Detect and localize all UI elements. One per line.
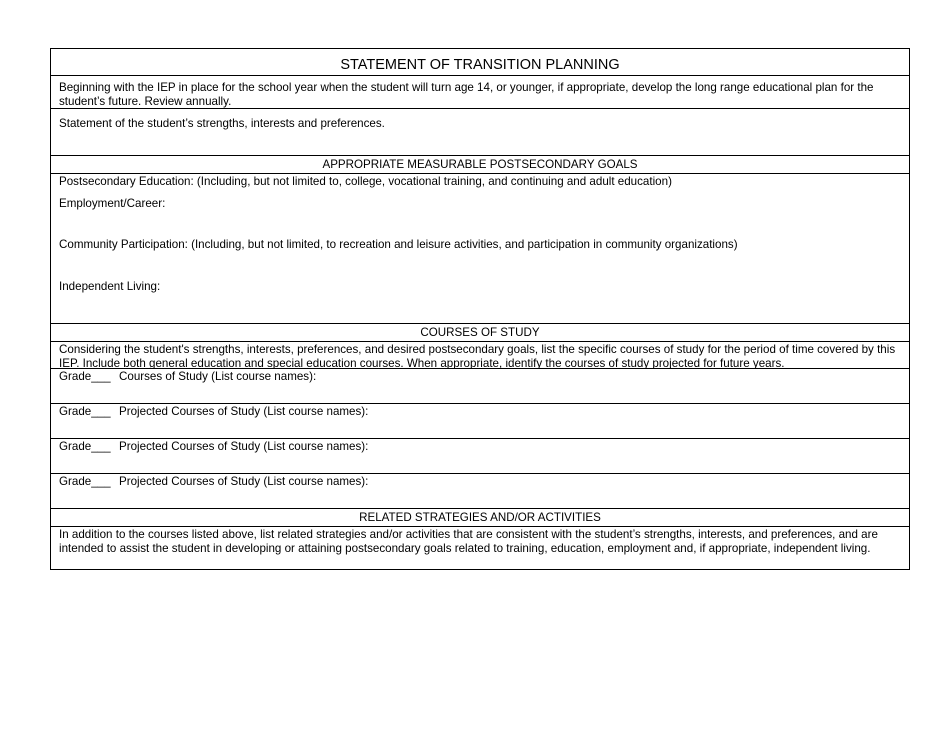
community-participation-label: Community Participation: (Including, but not limited, to recreation and leisure activities, and participation in community organizations) bbox=[59, 238, 738, 251]
courses-row-current[interactable] bbox=[51, 368, 909, 403]
strengths-field[interactable] bbox=[51, 108, 909, 155]
strengths-label: Statement of the student’s strengths, interests and preferences. bbox=[59, 117, 385, 130]
courses-row-projected-3[interactable] bbox=[51, 473, 909, 508]
courses-heading: COURSES OF STUDY bbox=[51, 323, 909, 341]
independent-living-field[interactable] bbox=[59, 280, 901, 320]
related-heading: RELATED STRATEGIES AND/OR ACTIVITIES bbox=[51, 508, 909, 526]
employment-career-field[interactable] bbox=[59, 197, 901, 238]
related-strategies-label: In addition to the courses listed above, list related strategies and/or activities that are consistent with the student’s strengths, interests, and preferences, and are intended to assist the student in developing or attaining postsecondary goals related to training, education, employment and, if appropriate, independent living. bbox=[59, 528, 878, 555]
goals-section bbox=[51, 173, 909, 323]
postsecondary-education-label: Postsecondary Education: (Including, but not limited to, college, vocational training, and continuing and adult education) bbox=[59, 175, 672, 188]
employment-career-label: Employment/Career: bbox=[59, 197, 166, 210]
courses-row-label: Projected Courses of Study (List course names): bbox=[119, 475, 369, 488]
form-title: STATEMENT OF TRANSITION PLANNING bbox=[340, 57, 620, 73]
intro-instructions: Beginning with the IEP in place for the school year when the student will turn age 14, or younger, if appropriate, develop the long range educational plan for the student’s future. Review annually. bbox=[51, 75, 909, 108]
courses-row-label: Projected Courses of Study (List course names): bbox=[119, 405, 369, 418]
courses-row-projected-2[interactable] bbox=[51, 438, 909, 473]
grade-blank: Grade___ bbox=[59, 370, 111, 383]
independent-living-label: Independent Living: bbox=[59, 280, 161, 293]
grade-blank: Grade___ bbox=[59, 475, 111, 488]
goals-heading: APPROPRIATE MEASURABLE POSTSECONDARY GOALS bbox=[51, 155, 909, 173]
courses-row-label: Courses of Study (List course names): bbox=[119, 370, 317, 383]
related-strategies-field[interactable] bbox=[51, 526, 909, 569]
grade-blank: Grade___ bbox=[59, 405, 111, 418]
courses-row-label: Projected Courses of Study (List course names): bbox=[119, 440, 369, 453]
courses-row-projected-1[interactable] bbox=[51, 403, 909, 438]
postsecondary-education-field[interactable] bbox=[59, 175, 901, 197]
grade-blank: Grade___ bbox=[59, 440, 111, 453]
courses-instructions: Considering the student's strengths, interests, preferences, and desired postsecondary goals, list the specific courses of study for the period of time covered by this IEP. Include both general education and special education courses. When appropriate, identify the courses of study projected for future years. bbox=[51, 341, 909, 368]
community-participation-field[interactable] bbox=[59, 238, 901, 280]
transition-planning-form bbox=[50, 48, 910, 570]
